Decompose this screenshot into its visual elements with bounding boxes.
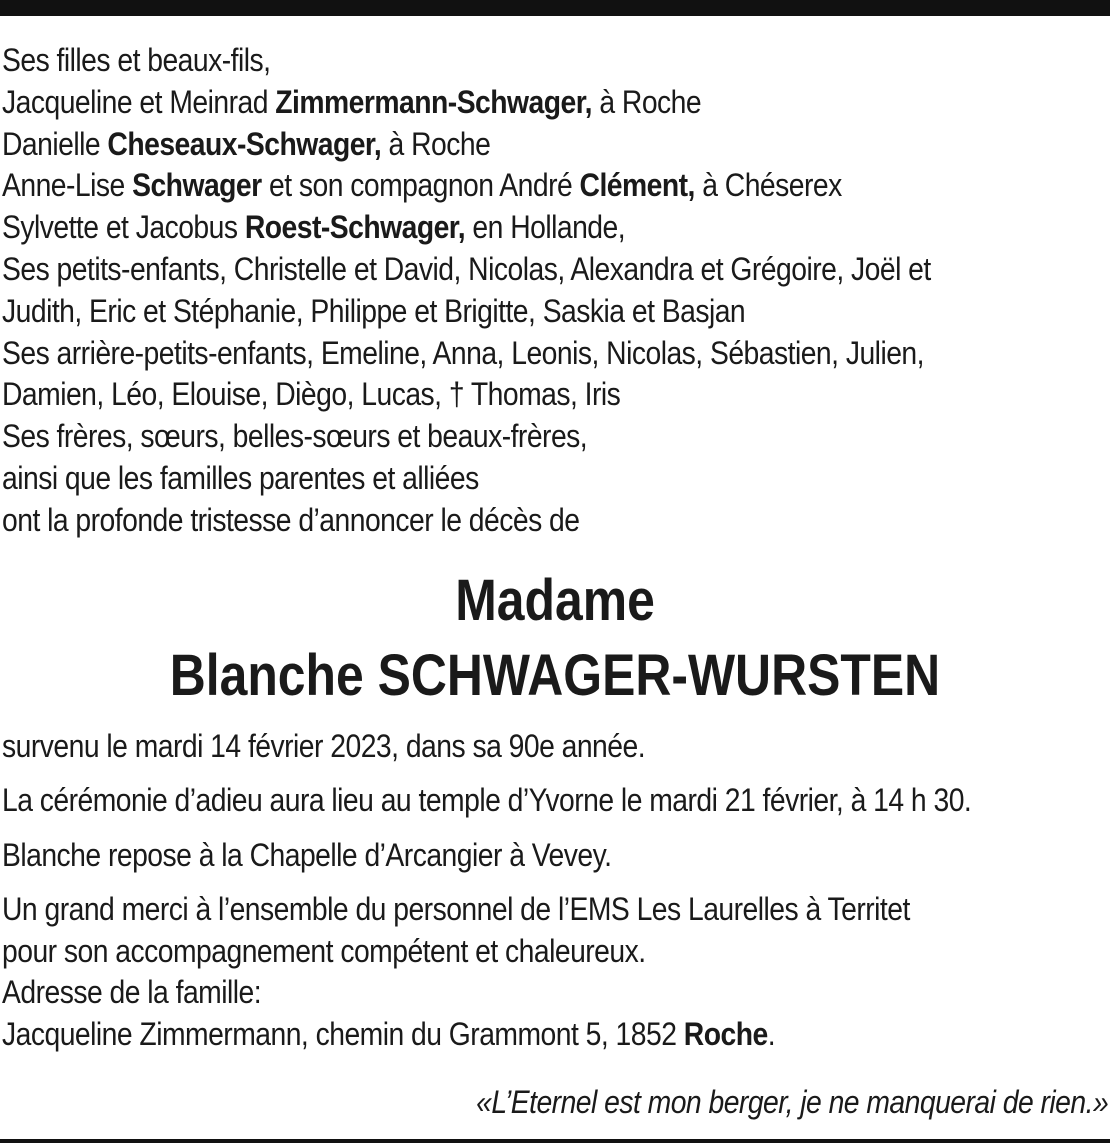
family-line: ainsi que les familles parentes et alliées (2, 459, 479, 496)
family-surname: Cheseaux-Schwager, (107, 125, 382, 162)
family-surname: Clément, (579, 167, 695, 204)
family-line: Anne-Lise Schwager et son compagnon André Clément, à Chéserex (2, 167, 842, 204)
address-label: Adresse de la famille: (2, 974, 262, 1011)
family-line: Danielle Cheseaux-Schwager, à Roche (2, 125, 491, 162)
family-surname: Zimmermann-Schwager, (275, 83, 593, 120)
obituary-details (2, 726, 981, 1069)
deceased-title: Madame (455, 568, 655, 633)
death-date-paragraph: survenu le mardi 14 février 2023, dans sa 90e année. (2, 728, 646, 764)
family-line: Ses frères, sœurs, belles-sœurs et beaux-frères, (2, 418, 588, 455)
family-address: Jacqueline Zimmermann, chemin du Grammont 5, 1852 Roche. (2, 1016, 776, 1053)
family-line: Ses petits-enfants, Christelle et David, Nicolas, Alexandra et Grégoire, Joël et (2, 250, 931, 287)
deceased-name: Blanche SCHWAGER-WURSTEN (169, 643, 941, 708)
family-surname: Schwager (132, 167, 262, 204)
closing-quote: «L’Eternel est mon berger, je ne manquerai de rien.» (475, 1084, 1108, 1120)
top-rule (0, 0, 1110, 16)
family-line: Ses filles et beaux-fils, (2, 42, 271, 78)
family-line: Judith, Eric et Stéphanie, Philippe et Brigitte, Saskia et Basjan (2, 292, 746, 329)
bottom-rule (0, 1139, 1110, 1143)
family-line: ont la profonde tristesse d’annoncer le décès de (2, 501, 580, 538)
family-line: Sylvette et Jacobus Roest-Schwager, en Hollande, (2, 209, 626, 246)
thanks-paragraph: Un grand merci à l’ensemble du personnel de l’EMS Les Laurelles à Territet pour son accompagnement compétent et chaleureux. Adresse de la famille: Jacqueline Zimmermann, chemin du Grammont 5, 1852 Roche. (2, 889, 981, 1056)
family-surname: Roest-Schwager, (244, 209, 466, 246)
family-line: Damien, Léo, Elouise, Diègo, Lucas, † Thomas, Iris (2, 376, 621, 413)
family-line: Ses arrière-petits-enfants, Emeline, Anna, Leonis, Nicolas, Sébastien, Julien, (2, 334, 924, 371)
family-announcement (2, 40, 981, 542)
family-line: Jacqueline et Meinrad Zimmermann-Schwager, à Roche (2, 83, 702, 120)
ceremony-paragraph: La cérémonie d’adieu aura lieu au temple d’Yvorne le mardi 21 février, à 14 h 30. (2, 782, 972, 819)
rest-paragraph: Blanche repose à la Chapelle d’Arcangier à Vevey. (2, 836, 612, 873)
